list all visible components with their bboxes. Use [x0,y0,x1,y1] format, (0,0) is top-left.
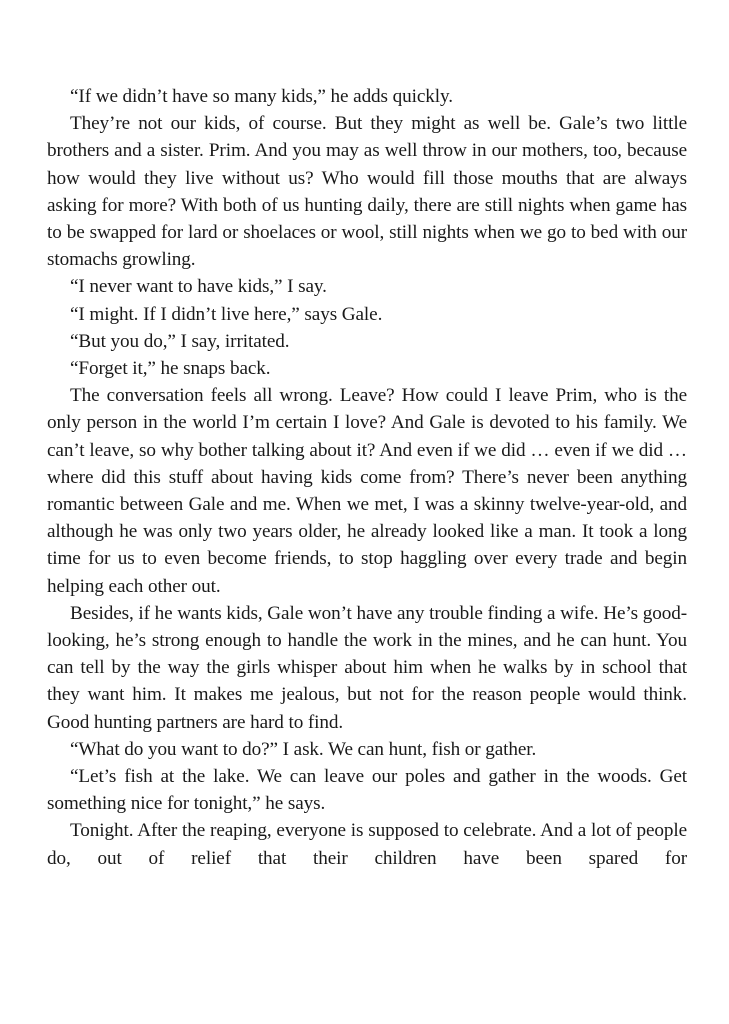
paragraph-11: Tonight. After the reaping, everyone is supposed to celebrate. And a lot of people do, out of relief that their children have been spared for [47,820,687,869]
paragraph-3: “I never want to have kids,” I say. [70,276,327,298]
paragraph-7: The conversation feels all wrong. Leave? How could I leave Prim, who is the only person in the world I’m certain I love? And Gale is devoted to his family. We can’t leave, so why bother talking about it? And even if we did … even if we did … where did this stuff about having kids come from? There’s never been anything romantic between Gale and me. When we met, I was a skinny twelve-year-old, and although he was only two years older, he already looked like a man. It took a long time for us to even become friends, to stop haggling over every trade and begin helping each other out. [47,385,687,597]
paragraph-9: “What do you want to do?” I ask. We can hunt, fish or gather. [70,738,537,760]
book-page [47,83,687,872]
paragraph-6: “Forget it,” he snaps back. [70,358,271,380]
paragraph-8: Besides, if he wants kids, Gale won’t have any trouble finding a wife. He’s good-looking, he’s strong enough to handle the work in the mines, and he can hunt. You can tell by the way the girls whisper about him when he walks by in school that they want him. It makes me jealous, but not for the reason people would think. Good hunting partners are hard to find. [47,602,687,733]
paragraph-1: “If we didn’t have so many kids,” he adds quickly. [70,86,453,107]
paragraph-5: “But you do,” I say, irritated. [70,330,290,352]
paragraph-2: They’re not our kids, of course. But they might as well be. Gale’s two little brothers and a sister. Prim. And you may as well throw in our mothers, too, because how would they live without us? Who would fill those mouths that are always asking for more? With both of us hunting daily, there are still nights when game has to be swapped for lard or shoelaces or wool, still nights when we go to bed with our stomachs growling. [47,113,687,271]
paragraph-4: “I might. If I didn’t live here,” says Gale. [70,303,383,325]
paragraph-10: “Let’s fish at the lake. We can leave our poles and gather in the woods. Get something nice for tonight,” he says. [47,766,687,815]
